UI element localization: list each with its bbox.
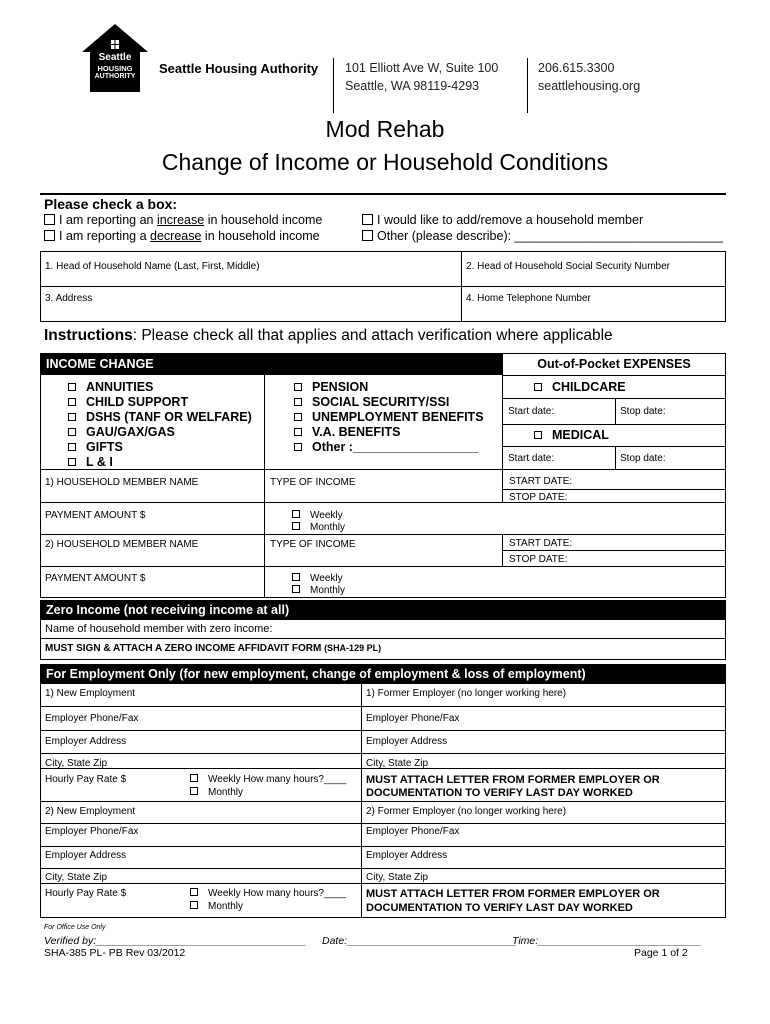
member-1-weekly-checkbox[interactable] (292, 510, 300, 518)
former-employer-city-1[interactable]: City, State Zip (366, 758, 429, 769)
new-employer-address-2[interactable]: Employer Address (45, 850, 127, 861)
weekly-hours-checkbox-2[interactable] (190, 888, 198, 896)
zero-income-instruction: MUST SIGN & ATTACH A ZERO INCOME AFFIDAVIT FORM (SHA-129 PL) (45, 643, 382, 654)
social-security-option[interactable]: SOCIAL SECURITY/SSI (294, 395, 484, 410)
address-line-2: Seattle, WA 98119-4293 (345, 79, 480, 93)
income-list-2 (294, 380, 484, 455)
other-income-option[interactable]: Other :__________________ (294, 440, 484, 455)
must-attach-1b: DOCUMENTATION TO VERIFY LAST DAY WORKED (366, 787, 633, 799)
page-subtitle: Change of Income or Household Conditions (161, 149, 609, 175)
check-box-heading: Please check a box: (44, 196, 178, 212)
office-use-label: For Office Use Only (44, 924, 106, 931)
monthly-checkbox-1[interactable] (190, 787, 198, 795)
weekly-hours-option-1[interactable]: Weekly How many hours?____ (190, 774, 346, 785)
gifts-option[interactable]: GIFTS (68, 440, 252, 455)
social-security-checkbox[interactable] (294, 398, 302, 406)
employment-header: For Employment Only (for new employment, change of employment & loss of employment) (40, 664, 726, 684)
member-1-type-field[interactable]: TYPE OF INCOME (270, 477, 356, 488)
childcare-start-date[interactable]: Start date: (508, 406, 555, 417)
phone-number: 206.615.3300 (538, 61, 615, 75)
l-and-i-checkbox[interactable] (68, 458, 76, 466)
org-name: Seattle Housing Authority (159, 61, 319, 76)
new-employment-2[interactable]: 2) New Employment (45, 806, 136, 817)
medical-start-date[interactable]: Start date: (508, 453, 555, 464)
new-employer-city-1[interactable]: City, State Zip (45, 758, 108, 769)
decrease-option[interactable]: I am reporting a decrease in household income (44, 229, 320, 243)
unemployment-option[interactable]: UNEMPLOYMENT BENEFITS (294, 410, 484, 425)
member-1-payment-field[interactable]: PAYMENT AMOUNT $ (45, 510, 146, 521)
new-employment-1[interactable]: 1) New Employment (45, 688, 136, 699)
childcare-option[interactable]: CHILDCARE (534, 380, 626, 394)
monthly-option-1[interactable]: Monthly (190, 787, 243, 798)
must-attach-2a: MUST ATTACH LETTER FROM FORMER EMPLOYER OR (366, 888, 660, 900)
gau-option[interactable]: GAU/GAX/GAS (68, 425, 252, 440)
member-2-weekly-option[interactable]: Weekly (292, 573, 343, 584)
page-title: Mod Rehab (325, 116, 445, 142)
increase-checkbox[interactable] (44, 214, 55, 225)
monthly-checkbox-2[interactable] (190, 901, 198, 909)
zero-income-name-field[interactable]: Name of household member with zero income: (45, 623, 273, 635)
other-checkbox[interactable] (362, 230, 373, 241)
zero-income-header: Zero Income (not receiving income at all) (40, 600, 726, 620)
medical-stop-date[interactable]: Stop date: (620, 453, 666, 464)
pension-option[interactable]: PENSION (294, 380, 484, 395)
verified-by-line: Verified by:____________________________________ (44, 935, 307, 947)
address-field[interactable]: 3. Address (45, 293, 93, 304)
va-benefits-option[interactable]: V.A. BENEFITS (294, 425, 484, 440)
member-2-monthly-option[interactable]: Monthly (292, 585, 345, 596)
new-employer-address-1[interactable]: Employer Address (45, 736, 127, 747)
member-1-name-field[interactable]: 1) HOUSEHOLD MEMBER NAME (45, 477, 199, 488)
other-income-checkbox[interactable] (294, 443, 302, 451)
decrease-checkbox[interactable] (44, 230, 55, 241)
ssn-field[interactable]: 2. Head of Household Social Security Number (466, 261, 670, 272)
member-2-weekly-checkbox[interactable] (292, 573, 300, 581)
income-list-1 (68, 380, 252, 470)
member-2-start-date[interactable]: START DATE: (509, 538, 573, 549)
child-support-option[interactable]: CHILD SUPPORT (68, 395, 252, 410)
member-2-type-field[interactable]: TYPE OF INCOME (270, 539, 356, 550)
must-attach-2b: DOCUMENTATION TO VERIFY LAST DAY WORKED (366, 902, 633, 914)
member-1-monthly-checkbox[interactable] (292, 522, 300, 530)
sha-logo (80, 22, 150, 94)
logo-text-2: HOUSING (97, 64, 133, 73)
dshs-checkbox[interactable] (68, 413, 76, 421)
hourly-pay-2[interactable]: Hourly Pay Rate $ (45, 888, 127, 899)
dshs-option[interactable]: DSHS (TANF OR WELFARE) (68, 410, 252, 425)
other-option[interactable]: Other (please describe): ______________________________ (362, 229, 723, 243)
page-number: Page 1 of 2 (634, 947, 688, 959)
phone-field[interactable]: 4. Home Telephone Number (466, 293, 591, 304)
former-employer-address-2[interactable]: Employer Address (366, 850, 448, 861)
add-remove-checkbox[interactable] (362, 214, 373, 225)
member-1-monthly-option[interactable]: Monthly (292, 522, 345, 533)
logo-text-1: Seattle (98, 52, 132, 63)
date-line: Date:_____________________________ (322, 935, 517, 947)
new-employer-phone-1[interactable]: Employer Phone/Fax (45, 713, 139, 724)
new-employer-phone-2[interactable]: Employer Phone/Fax (45, 826, 139, 837)
time-line: Time:____________________________ (512, 935, 702, 947)
member-1-weekly-option[interactable]: Weekly (292, 510, 343, 521)
childcare-checkbox[interactable] (534, 383, 542, 391)
former-employer-phone-1[interactable]: Employer Phone/Fax (366, 713, 460, 724)
hourly-pay-1[interactable]: Hourly Pay Rate $ (45, 774, 127, 785)
new-employer-city-2[interactable]: City, State Zip (45, 872, 108, 883)
l-and-i-option[interactable]: L & I (68, 455, 252, 470)
member-2-name-field[interactable]: 2) HOUSEHOLD MEMBER NAME (45, 539, 199, 550)
annuities-option[interactable]: ANNUITIES (68, 380, 252, 395)
instructions: Instructions: Please check all that applies and attach verification where applicable (44, 327, 613, 344)
medical-checkbox[interactable] (534, 431, 542, 439)
childcare-stop-date[interactable]: Stop date: (620, 406, 666, 417)
weekly-hours-checkbox-1[interactable] (190, 774, 198, 782)
former-employer-2[interactable]: 2) Former Employer (no longer working here) (366, 806, 567, 817)
address-line-1: 101 Elliott Ave W, Suite 100 (345, 61, 499, 75)
child-support-checkbox[interactable] (68, 398, 76, 406)
annuities-checkbox[interactable] (68, 383, 76, 391)
member-1-stop-date[interactable]: STOP DATE: (509, 492, 568, 503)
former-employer-city-2[interactable]: City, State Zip (366, 872, 429, 883)
pension-checkbox[interactable] (294, 383, 302, 391)
monthly-option-2[interactable]: Monthly (190, 901, 243, 912)
former-employer-address-1[interactable]: Employer Address (366, 736, 448, 747)
member-1-start-date[interactable]: START DATE: (509, 476, 573, 487)
website: seattlehousing.org (538, 79, 641, 93)
former-employer-phone-2[interactable]: Employer Phone/Fax (366, 826, 460, 837)
former-employer-1[interactable]: 1) Former Employer (no longer working here) (366, 688, 567, 699)
logo-text-3: AUTHORITY (94, 73, 136, 80)
must-attach-1a: MUST ATTACH LETTER FROM FORMER EMPLOYER OR (366, 774, 660, 786)
member-2-monthly-checkbox[interactable] (292, 585, 300, 593)
gau-checkbox[interactable] (68, 428, 76, 436)
member-2-payment-field[interactable]: PAYMENT AMOUNT $ (45, 573, 146, 584)
va-benefits-checkbox[interactable] (294, 428, 302, 436)
income-change-header: INCOME CHANGE (40, 353, 502, 375)
medical-option[interactable]: MEDICAL (534, 428, 609, 442)
increase-option[interactable]: I am reporting an increase in household income (44, 213, 322, 227)
weekly-hours-option-2[interactable]: Weekly How many hours?____ (190, 888, 346, 899)
head-name-field[interactable]: 1. Head of Household Name (Last, First, Middle) (45, 261, 260, 272)
add-remove-option[interactable]: I would like to add/remove a household member (362, 213, 643, 227)
form-id: SHA-385 PL- PB Rev 03/2012 (44, 947, 186, 959)
gifts-checkbox[interactable] (68, 443, 76, 451)
expenses-header: Out-of-Pocket EXPENSES (537, 357, 691, 371)
member-2-stop-date[interactable]: STOP DATE: (509, 554, 568, 565)
unemployment-checkbox[interactable] (294, 413, 302, 421)
